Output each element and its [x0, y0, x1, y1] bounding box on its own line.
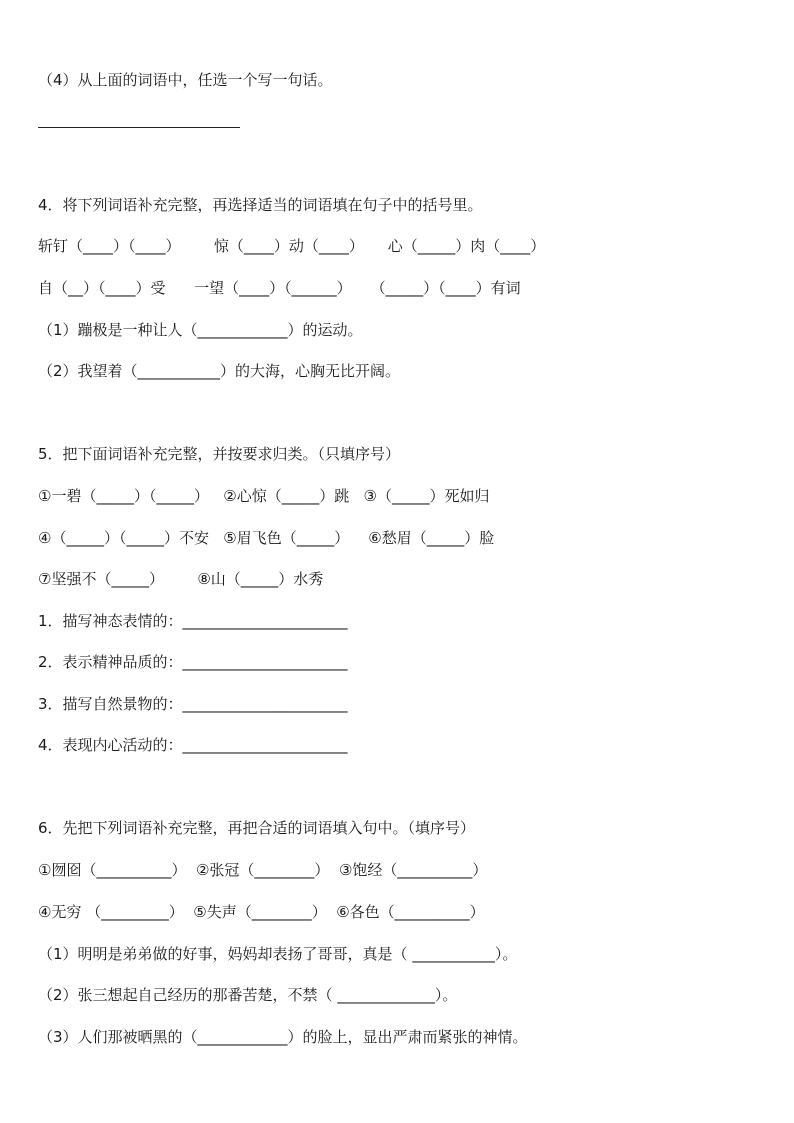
line-q5-cat-1: 1．描写神态表情的：______________________: [38, 612, 348, 630]
line-q6-title: 6．先把下列词语补充完整，再把合适的词语填入句中。（填序号）: [38, 819, 476, 837]
line-q4-sentence-1: （1）蹦极是一种让人（____________）的运动。: [38, 321, 363, 339]
line-q5-cat-3: 3．描写自然景物的：______________________: [38, 695, 348, 713]
line-q6-words-1: ①囫囵（__________） ②张冠（________） ③饱经（__________）: [38, 861, 488, 879]
line-q3-4: （4）从上面的词语中，任选一个写一句话。: [38, 71, 333, 89]
line-q6-words-2: ④无穷 （_________） ⑤失声（________） ⑥各色（__________）: [38, 903, 485, 921]
answer-line: [38, 127, 240, 128]
line-q5-words-2: ④（_____）（_____）不安 ⑤眉飞色（_____） ⑥愁眉（_____）脸: [38, 529, 495, 547]
line-q4-title: 4．将下列词语补充完整，再选择适当的词语填在句子中的括号里。: [38, 196, 483, 214]
line-q5-cat-4: 4．表现内心活动的：______________________: [38, 736, 348, 754]
line-q6-sentence-2: （2）张三想起自己经历的那番苦楚，不禁（ _____________）。: [38, 986, 458, 1004]
line-q5-words-3: ⑦坚强不（_____） ⑧山（_____）水秀: [38, 570, 324, 588]
line-q4-words-1: 斩钉（____）（____） 惊（____）动（____） 心（_____）肉（____）: [38, 237, 546, 255]
line-q5-title: 5．把下面词语补充完整，并按要求归类。（只填序号）: [38, 445, 401, 463]
line-q6-sentence-1: （1）明明是弟弟做的好事，妈妈却表扬了哥哥，真是（ ___________）。: [38, 945, 518, 963]
line-q4-sentence-2: （2）我望着（___________）的大海，心胸无比开阔。: [38, 362, 401, 380]
line-q6-sentence-3: （3）人们那被晒黑的（____________）的脸上，显出严肃而紧张的神情。: [38, 1028, 528, 1046]
line-q5-words-1: ①一碧（_____）（_____） ②心惊（_____）跳 ③（_____）死如归: [38, 487, 490, 505]
line-q4-words-2: 自（__）（____）受 一望（____）（______） （_____）（____）有词: [38, 279, 521, 297]
line-q5-cat-2: 2．表示精神品质的：______________________: [38, 653, 348, 671]
